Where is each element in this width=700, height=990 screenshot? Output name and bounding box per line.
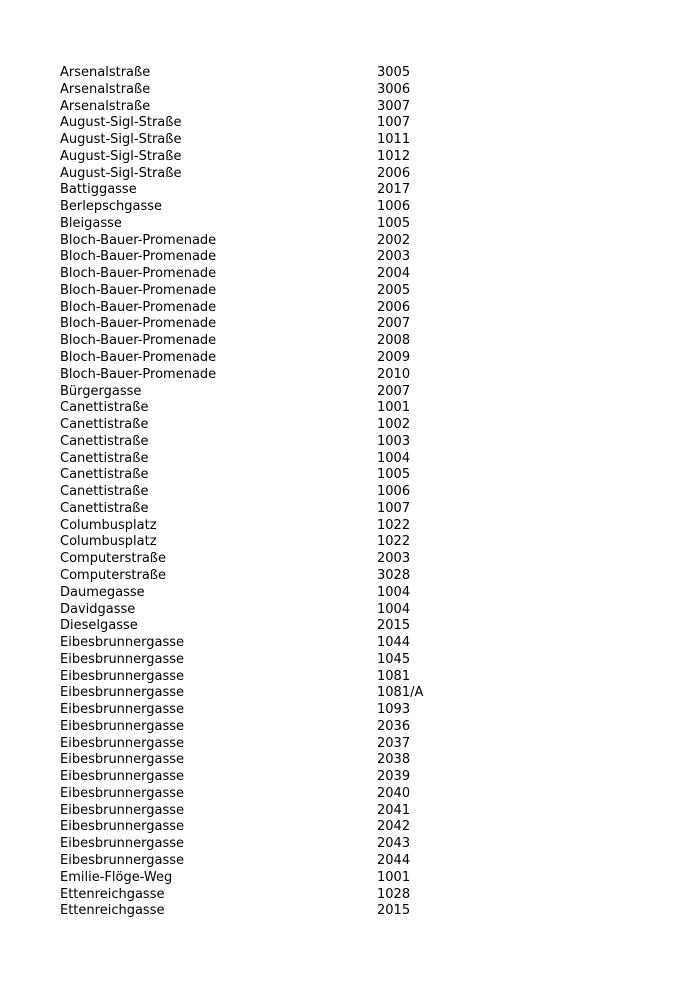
list-item [60, 835, 480, 852]
street-name: August-Sigl-Straße [60, 148, 182, 164]
street-name: Columbusplatz [60, 517, 157, 533]
building-number: 1001 [377, 400, 411, 416]
building-number: 2037 [377, 735, 411, 751]
street-name: Canettistraße [60, 433, 149, 449]
list-item [60, 802, 480, 819]
street-name: Computerstraße [60, 551, 166, 567]
building-number: 1022 [377, 534, 411, 550]
street-name: August-Sigl-Straße [60, 165, 182, 181]
street-name: Eibesbrunnergasse [60, 718, 185, 734]
list-item [60, 232, 480, 249]
street-name: Eibesbrunnergasse [60, 635, 185, 651]
street-name: Canettistraße [60, 400, 149, 416]
building-number: 1001 [377, 869, 411, 885]
building-number: 1006 [377, 484, 411, 500]
building-number: 2003 [377, 249, 411, 265]
street-name: Bürgergasse [60, 383, 142, 399]
building-number: 1006 [377, 199, 411, 215]
building-number: 1028 [377, 886, 411, 902]
list-item [60, 617, 480, 634]
street-name: Bloch-Bauer-Promenade [60, 366, 217, 382]
street-name: Bloch-Bauer-Promenade [60, 282, 217, 298]
list-item [60, 902, 480, 919]
building-number: 2038 [377, 752, 411, 768]
street-name: Arsenalstraße [60, 65, 151, 80]
list-item [60, 634, 480, 651]
street-name: Daumegasse [60, 584, 145, 600]
building-number: 1005 [377, 215, 411, 231]
building-number: 2007 [377, 383, 411, 399]
list-item [60, 131, 480, 148]
address-list [60, 64, 480, 919]
street-name: Bleigasse [60, 215, 122, 231]
building-number: 2041 [377, 802, 411, 818]
list-item [60, 299, 480, 316]
building-number: 2015 [377, 903, 411, 919]
building-number: 2008 [377, 333, 411, 349]
street-name: Ettenreichgasse [60, 903, 165, 919]
list-item [60, 181, 480, 198]
street-name: Eibesbrunnergasse [60, 735, 185, 751]
list-item [60, 818, 480, 835]
building-number: 1004 [377, 584, 411, 600]
street-name: Ettenreichgasse [60, 886, 165, 902]
street-name: Eibesbrunnergasse [60, 836, 185, 852]
list-item [60, 282, 480, 299]
building-number: 1081 [377, 668, 411, 684]
list-item [60, 869, 480, 886]
building-number: 1004 [377, 601, 411, 617]
street-name: Bloch-Bauer-Promenade [60, 232, 217, 248]
street-name: Battiggasse [60, 182, 137, 198]
street-name: Canettistraße [60, 467, 149, 483]
list-item [60, 450, 480, 467]
list-item [60, 349, 480, 366]
street-name: Eibesbrunnergasse [60, 785, 185, 801]
street-name: August-Sigl-Straße [60, 132, 182, 148]
street-name: Eibesbrunnergasse [60, 668, 185, 684]
street-name: Dieselgasse [60, 618, 138, 634]
list-item [60, 718, 480, 735]
street-name: Canettistraße [60, 484, 149, 500]
list-item [60, 768, 480, 785]
list-item [60, 751, 480, 768]
list-item [60, 668, 480, 685]
list-item [60, 517, 480, 534]
list-item [60, 148, 480, 165]
list-item [60, 248, 480, 265]
building-number: 1002 [377, 417, 411, 433]
building-number: 1007 [377, 115, 411, 131]
street-name: Eibesbrunnergasse [60, 852, 185, 868]
list-item [60, 785, 480, 802]
list-item [60, 366, 480, 383]
street-name: Computerstraße [60, 567, 166, 583]
list-item [60, 114, 480, 131]
building-number: 2036 [377, 718, 411, 734]
building-number: 1022 [377, 517, 411, 533]
street-name: Bloch-Bauer-Promenade [60, 333, 217, 349]
building-number: 3007 [377, 98, 411, 114]
building-number: 2017 [377, 182, 411, 198]
list-item [60, 81, 480, 98]
building-number: 3028 [377, 567, 411, 583]
list-item [60, 567, 480, 584]
building-number: 1044 [377, 635, 411, 651]
list-item [60, 433, 480, 450]
list-item [60, 198, 480, 215]
list-item [60, 684, 480, 701]
building-number: 2039 [377, 769, 411, 785]
building-number: 1005 [377, 467, 411, 483]
street-name: Arsenalstraße [60, 81, 151, 97]
building-number: 1081/A [377, 685, 424, 701]
street-name: Eibesbrunnergasse [60, 819, 185, 835]
street-name: Canettistraße [60, 417, 149, 433]
street-name: Canettistraße [60, 500, 149, 516]
building-number: 1012 [377, 148, 411, 164]
building-number: 2006 [377, 299, 411, 315]
list-item [60, 165, 480, 182]
street-name: Columbusplatz [60, 534, 157, 550]
list-item [60, 584, 480, 601]
building-number: 3006 [377, 81, 411, 97]
building-number: 2005 [377, 282, 411, 298]
list-item [60, 215, 480, 232]
street-name: Berlepschgasse [60, 199, 163, 215]
street-name: Canettistraße [60, 450, 149, 466]
building-number: 2042 [377, 819, 411, 835]
list-item [60, 500, 480, 517]
building-number: 2010 [377, 366, 411, 382]
list-item [60, 651, 480, 668]
building-number: 2044 [377, 852, 411, 868]
building-number: 2043 [377, 836, 411, 852]
building-number: 2002 [377, 232, 411, 248]
building-number: 1004 [377, 450, 411, 466]
list-item [60, 886, 480, 903]
street-name: Bloch-Bauer-Promenade [60, 249, 217, 265]
building-number: 2004 [377, 266, 411, 282]
street-name: Eibesbrunnergasse [60, 752, 185, 768]
building-number: 2009 [377, 350, 411, 366]
list-item [60, 98, 480, 115]
street-name: Bloch-Bauer-Promenade [60, 266, 217, 282]
list-item [60, 601, 480, 618]
building-number: 2003 [377, 551, 411, 567]
list-item [60, 852, 480, 869]
street-name: August-Sigl-Straße [60, 115, 182, 131]
list-item [60, 399, 480, 416]
list-item [60, 315, 480, 332]
list-item [60, 332, 480, 349]
list-item [60, 265, 480, 282]
street-name: Bloch-Bauer-Promenade [60, 316, 217, 332]
list-item [60, 735, 480, 752]
street-name: Eibesbrunnergasse [60, 802, 185, 818]
list-item [60, 383, 480, 400]
street-name: Eibesbrunnergasse [60, 651, 185, 667]
building-number: 1045 [377, 651, 411, 667]
list-item [60, 550, 480, 567]
building-number: 2006 [377, 165, 411, 181]
building-number: 1093 [377, 702, 411, 718]
list-item [60, 64, 480, 81]
street-name: Eibesbrunnergasse [60, 702, 185, 718]
list-item [60, 701, 480, 718]
street-name: Bloch-Bauer-Promenade [60, 350, 217, 366]
list-item [60, 416, 480, 433]
list-item [60, 483, 480, 500]
street-name: Eibesbrunnergasse [60, 685, 185, 701]
building-number: 2040 [377, 785, 411, 801]
building-number: 1007 [377, 500, 411, 516]
list-item [60, 466, 480, 483]
street-name: Eibesbrunnergasse [60, 769, 185, 785]
building-number: 1003 [377, 433, 411, 449]
street-name: Arsenalstraße [60, 98, 151, 114]
list-item [60, 533, 480, 550]
street-name: Davidgasse [60, 601, 136, 617]
building-number: 1011 [377, 132, 411, 148]
building-number: 2007 [377, 316, 411, 332]
street-name: Bloch-Bauer-Promenade [60, 299, 217, 315]
building-number: 3005 [377, 65, 411, 80]
building-number: 2015 [377, 618, 411, 634]
street-name: Emilie-Flöge-Weg [60, 869, 173, 885]
